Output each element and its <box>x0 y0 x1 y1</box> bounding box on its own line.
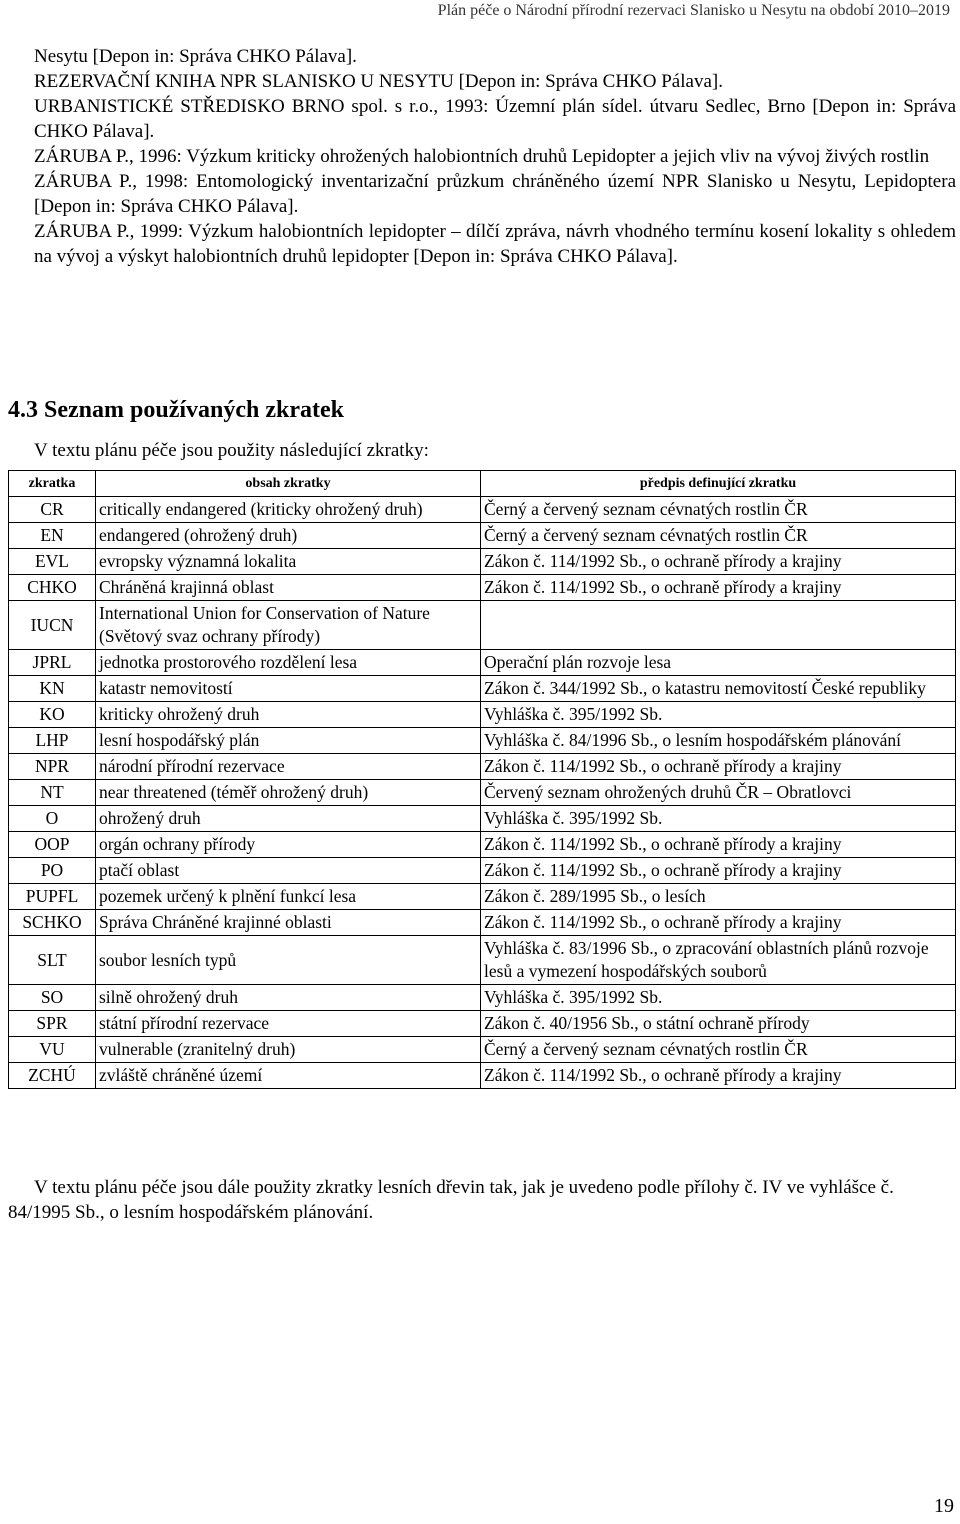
section-intro: V textu plánu péče jsou použity následující zkratky: <box>34 440 429 461</box>
regulation-cell: Zákon č. 114/1992 Sb., o ochraně přírody a krajiny <box>481 858 956 884</box>
meaning-cell: katastr nemovitostí <box>96 676 481 702</box>
meaning-cell: critically endangered (kriticky ohrožený druh) <box>96 497 481 523</box>
table-row <box>9 910 956 936</box>
regulation-cell: Černý a červený seznam cévnatých rostlin ČR <box>481 523 956 549</box>
meaning-cell: vulnerable (zranitelný druh) <box>96 1037 481 1063</box>
table-row <box>9 676 956 702</box>
table-row <box>9 754 956 780</box>
meaning-cell: národní přírodní rezervace <box>96 754 481 780</box>
abbreviation-cell: ZCHÚ <box>9 1063 96 1089</box>
table-row <box>9 1011 956 1037</box>
table-row <box>9 1063 956 1089</box>
abbreviation-cell: CHKO <box>9 575 96 601</box>
table-row <box>9 858 956 884</box>
regulation-cell: Černý a červený seznam cévnatých rostlin ČR <box>481 1037 956 1063</box>
abbreviation-cell: CR <box>9 497 96 523</box>
reference-item: ZÁRUBA P., 1999: Výzkum halobiontních lepidopter – dílčí zpráva, návrh vhodného termínu kosení lokality s ohledem na vývoj a výskyt halobiontních druhů lepidopter [Depon in: Správa CHKO Pálava]. <box>34 221 956 267</box>
reference-item: Nesytu [Depon in: Správa CHKO Pálava]. <box>34 46 357 67</box>
abbreviation-cell: PO <box>9 858 96 884</box>
regulation-cell: Vyhláška č. 395/1992 Sb. <box>481 702 956 728</box>
table-row <box>9 702 956 728</box>
regulation-cell: Zákon č. 289/1995 Sb., o lesích <box>481 884 956 910</box>
abbreviation-cell: PUPFL <box>9 884 96 910</box>
regulation-cell: Zákon č. 344/1992 Sb., o katastru nemovitostí České republiky <box>481 676 956 702</box>
section-title: 4.3 Seznam používaných zkratek <box>8 397 344 423</box>
regulation-cell: Zákon č. 114/1992 Sb., o ochraně přírody a krajiny <box>481 832 956 858</box>
closing-paragraph: V textu plánu péče jsou dále použity zkratky lesních dřevin tak, jak je uvedeno podle přílohy č. IV ve vyhlášce č. 84/1995 Sb., o lesním hospodářském plánování. <box>8 1177 894 1223</box>
table-row <box>9 1037 956 1063</box>
column-header-abbreviation: zkratka <box>9 471 96 497</box>
regulation-cell: Vyhláška č. 395/1992 Sb. <box>481 806 956 832</box>
page-number: 19 <box>934 1495 954 1517</box>
regulation-cell <box>481 601 956 650</box>
regulation-cell: Zákon č. 114/1992 Sb., o ochraně přírody a krajiny <box>481 549 956 575</box>
table-row <box>9 497 956 523</box>
meaning-cell: ohrožený druh <box>96 806 481 832</box>
reference-item: REZERVAČNÍ KNIHA NPR SLANISKO U NESYTU [Depon in: Správa CHKO Pálava]. <box>34 71 723 92</box>
regulation-cell: Operační plán rozvoje lesa <box>481 650 956 676</box>
table-body <box>9 497 956 1089</box>
meaning-cell: near threatened (téměř ohrožený druh) <box>96 780 481 806</box>
meaning-cell: International Union for Conservation of Nature (Světový svaz ochrany přírody) <box>96 601 481 650</box>
meaning-cell: zvláště chráněné území <box>96 1063 481 1089</box>
regulation-cell: Zákon č. 40/1956 Sb., o státní ochraně přírody <box>481 1011 956 1037</box>
abbreviation-cell: NT <box>9 780 96 806</box>
meaning-cell: Správa Chráněné krajinné oblasti <box>96 910 481 936</box>
table-row <box>9 728 956 754</box>
table-row <box>9 832 956 858</box>
abbreviation-cell: VU <box>9 1037 96 1063</box>
table-row <box>9 806 956 832</box>
table-row <box>9 936 956 985</box>
abbreviation-cell: JPRL <box>9 650 96 676</box>
abbreviation-cell: SCHKO <box>9 910 96 936</box>
regulation-cell: Zákon č. 114/1992 Sb., o ochraně přírody a krajiny <box>481 754 956 780</box>
abbreviation-cell: IUCN <box>9 601 96 650</box>
running-header: Plán péče o Národní přírodní rezervaci Slanisko u Nesytu na období 2010–2019 <box>437 2 950 19</box>
abbreviation-cell: KN <box>9 676 96 702</box>
meaning-cell: kriticky ohrožený druh <box>96 702 481 728</box>
meaning-cell: ptačí oblast <box>96 858 481 884</box>
meaning-cell: Chráněná krajinná oblast <box>96 575 481 601</box>
abbreviation-cell: SO <box>9 985 96 1011</box>
reference-list <box>34 44 956 269</box>
abbreviation-cell: SLT <box>9 936 96 985</box>
reference-item: ZÁRUBA P., 1998: Entomologický inventarizační průzkum chráněného území NPR Slanisko u Nesytu, Lepidoptera [Depon in: Správa CHKO Pálava]. <box>34 171 956 217</box>
regulation-cell: Vyhláška č. 84/1996 Sb., o lesním hospodářském plánování <box>481 728 956 754</box>
regulation-cell: Červený seznam ohrožených druhů ČR – Obratlovci <box>481 780 956 806</box>
abbreviation-cell: O <box>9 806 96 832</box>
meaning-cell: lesní hospodářský plán <box>96 728 481 754</box>
abbreviation-cell: LHP <box>9 728 96 754</box>
abbreviation-cell: OOP <box>9 832 96 858</box>
meaning-cell: orgán ochrany přírody <box>96 832 481 858</box>
reference-item: ZÁRUBA P., 1996: Výzkum kriticky ohrožených halobiontních druhů Lepidopter a jejich vliv na vývoj živých rostlin <box>34 146 930 167</box>
regulation-cell: Zákon č. 114/1992 Sb., o ochraně přírody a krajiny <box>481 575 956 601</box>
abbreviation-cell: EVL <box>9 549 96 575</box>
column-header-regulation: předpis definující zkratku <box>481 471 956 497</box>
abbreviations-table <box>8 470 956 1089</box>
meaning-cell: jednotka prostorového rozdělení lesa <box>96 650 481 676</box>
table-row <box>9 601 956 650</box>
table-header-row <box>9 471 956 497</box>
table-row <box>9 549 956 575</box>
meaning-cell: státní přírodní rezervace <box>96 1011 481 1037</box>
meaning-cell: pozemek určený k plnění funkcí lesa <box>96 884 481 910</box>
table-row <box>9 575 956 601</box>
regulation-cell: Vyhláška č. 395/1992 Sb. <box>481 985 956 1011</box>
reference-item: URBANISTICKÉ STŘEDISKO BRNO spol. s r.o., 1993: Územní plán sídel. útvaru Sedlec, Brno [Depon in: Správa CHKO Pálava]. <box>34 96 956 142</box>
meaning-cell: endangered (ohrožený druh) <box>96 523 481 549</box>
abbreviation-cell: NPR <box>9 754 96 780</box>
table-row <box>9 985 956 1011</box>
column-header-meaning: obsah zkratky <box>96 471 481 497</box>
regulation-cell: Zákon č. 114/1992 Sb., o ochraně přírody a krajiny <box>481 1063 956 1089</box>
table-row <box>9 884 956 910</box>
abbreviation-cell: EN <box>9 523 96 549</box>
table-row <box>9 780 956 806</box>
regulation-cell: Černý a červený seznam cévnatých rostlin ČR <box>481 497 956 523</box>
abbreviation-cell: SPR <box>9 1011 96 1037</box>
abbreviation-cell: KO <box>9 702 96 728</box>
table-row <box>9 523 956 549</box>
regulation-cell: Vyhláška č. 83/1996 Sb., o zpracování oblastních plánů rozvoje lesů a vymezení hospodářských souborů <box>481 936 956 985</box>
meaning-cell: silně ohrožený druh <box>96 985 481 1011</box>
regulation-cell: Zákon č. 114/1992 Sb., o ochraně přírody a krajiny <box>481 910 956 936</box>
table-row <box>9 650 956 676</box>
meaning-cell: soubor lesních typů <box>96 936 481 985</box>
meaning-cell: evropsky významná lokalita <box>96 549 481 575</box>
